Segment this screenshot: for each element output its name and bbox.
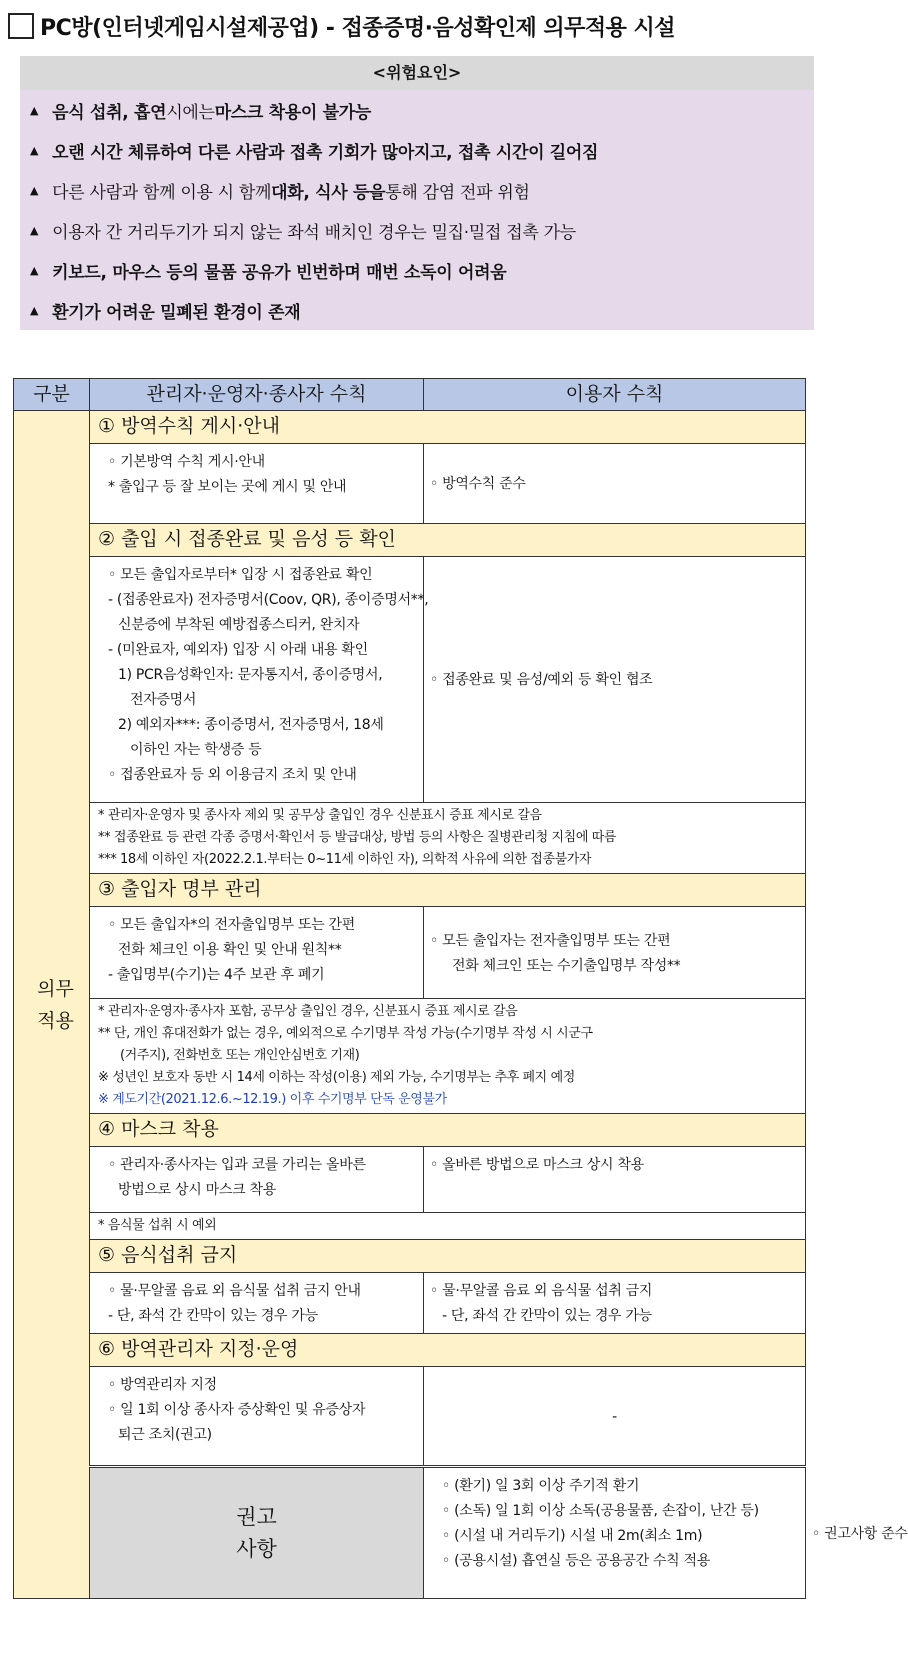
table-row xyxy=(14,1367,806,1467)
section-title: ⑤ 음식섭취 금지 xyxy=(90,1240,806,1273)
manager-cell: ◦ 모든 출입자로부터* 입장 시 접종완료 확인 - (접종완료자) 전자증명서(Coov, QR), 종이증명서**, 신분증에 부착된 예방접종스티커, 완치자 - (미완료자, 예외자) 입장 시 아래 내용 확인 1) PCR음성확인자: 문자통지서, 종이증명서, 전자증명서 2) 예외자***: 종이증명서, 전자증명서, 18세 이하인 자는 학생증 등 ◦ 접종완료자 등 외 이용금지 조치 및 안내 xyxy=(90,557,424,803)
header-manager-rules: 관리자·운영자·종사자 수칙 xyxy=(90,379,424,411)
triangle-bullet-icon: ▲ xyxy=(30,263,39,277)
title-row xyxy=(8,6,808,46)
notes-row xyxy=(14,1213,806,1240)
user-cell: ◦ 접종완료 및 음성/예외 등 확인 협조 xyxy=(424,557,806,803)
manager-cell: ◦ (환기) 일 3회 이상 주기적 환기 ◦ (소독) 일 1회 이상 소독(공용물품, 손잡이, 난간 등) ◦ (시설 내 거리두기) 시설 내 2m(최소 1m) ◦ (공용시설) 흡연실 등은 공용공간 수칙 적용 xyxy=(424,1467,806,1599)
section-title: ③ 출입자 명부 관리 xyxy=(90,874,806,907)
triangle-bullet-icon: ▲ xyxy=(30,223,39,237)
manager-cell: ◦ 기본방역 수칙 게시·안내 * 출입구 등 잘 보이는 곳에 게시 및 안내 xyxy=(90,444,424,524)
user-cell: - xyxy=(424,1367,806,1467)
manager-cell: ◦ 관리자·종사자는 입과 코를 가리는 올바른 방법으로 상시 마스크 착용 xyxy=(90,1147,424,1213)
risk-factors-list xyxy=(20,90,814,330)
section-row xyxy=(14,1334,806,1367)
risk-item: ▲ 키보드, 마우스 등의 물품 공유가 빈번하며 매번 소독이 어려움 xyxy=(30,262,507,283)
header-user-rules: 이용자 수칙 xyxy=(424,379,806,411)
section-title: ② 출입 시 접종완료 및 음성 등 확인 xyxy=(90,524,806,557)
rules-table xyxy=(13,378,908,1599)
risk-factors-box xyxy=(20,56,814,330)
manager-cell: ◦ 물·무알콜 음료 외 음식물 섭취 금지 안내 - 단, 좌석 간 칸막이 있는 경우 가능 xyxy=(90,1273,424,1334)
section-notes: * 음식물 섭취 시 예외 xyxy=(90,1213,806,1240)
risk-item: ▲ 환기가 어려운 밀폐된 환경이 존재 xyxy=(30,302,301,323)
risk-item: ▲ 오랜 시간 체류하여 다른 사람과 접촉 기회가 많아지고, 접촉 시간이 길어짐 xyxy=(30,142,599,163)
triangle-bullet-icon: ▲ xyxy=(30,183,39,197)
notes-row xyxy=(14,999,806,1114)
section-title: ⑥ 방역관리자 지정·운영 xyxy=(90,1334,806,1367)
section-notes: * 관리자·운영자 및 종사자 제외 및 공무상 출입인 경우 신분표시 증표 제시로 갈음 ** 접종완료 등 관련 각종 증명서·확인서 등 발급대상, 방법 등의 사항은 질병관리청 지침에 따름 *** 18세 이하인 자(2022.2.1.부터는 0~11세 이하인 자), 의학적 사유에 의한 접종불가자 xyxy=(90,803,806,874)
section-row xyxy=(14,1240,806,1273)
triangle-bullet-icon: ▲ xyxy=(30,143,39,157)
table-row xyxy=(14,907,806,999)
user-cell: ◦ 물·무알콜 음료 외 음식물 섭취 금지 - 단, 좌석 간 칸막이 있는 경우 가능 xyxy=(424,1273,806,1334)
table-row xyxy=(14,1147,806,1213)
manager-cell: ◦ 모든 출입자*의 전자출입명부 또는 간편 전화 체크인 이용 확인 및 안내 원칙** - 출입명부(수기)는 4주 보관 후 폐기 xyxy=(90,907,424,999)
section-row xyxy=(14,524,806,557)
triangle-bullet-icon: ▲ xyxy=(30,103,39,117)
table-row xyxy=(14,444,806,524)
section-row xyxy=(14,1114,806,1147)
section-row xyxy=(14,411,806,444)
triangle-bullet-icon: ▲ xyxy=(30,303,39,317)
header-category: 구분 xyxy=(14,379,90,411)
section-title: ① 방역수칙 게시·안내 xyxy=(90,411,806,444)
category-advisory: 권고 사항 xyxy=(90,1467,424,1599)
user-cell: ◦ 모든 출입자는 전자출입명부 또는 간편 전화 체크인 또는 수기출입명부 작성** xyxy=(424,907,806,999)
section-title: ④ 마스크 착용 xyxy=(90,1114,806,1147)
user-cell: ◦ 방역수칙 준수 xyxy=(424,444,806,524)
risk-item: ▲ 음식 섭취, 흡연 시에는 마스크 착용이 불가능 xyxy=(30,102,372,123)
section-row xyxy=(14,874,806,907)
section-notes: * 관리자·운영자·종사자 포함, 공무상 출입인 경우, 신분표시 증표 제시로 갈음 ** 단, 개인 휴대전화가 없는 경우, 예외적으로 수기명부 작성 가능(수기명부 작성 시 시군구 (거주지), 전화번호 또는 개인안심번호 기재) ※ 성년인 보호자 동반 시 14세 이하는 작성(이용) 제외 가능, 수기명부는 추후 폐지 예정 ※ 계도기간(2021.12.6.~12.19.) 이후 수기명부 단독 운영불가 xyxy=(90,999,806,1114)
table-header-row xyxy=(14,379,806,411)
notes-row xyxy=(14,803,806,874)
risk-item: ▲ 이용자 간 거리두기가 되지 않는 좌석 배치인 경우는 밀집·밀접 접촉 가능 xyxy=(30,222,576,243)
page-title: PC방(인터넷게임시설제공업) - 접종증명·음성확인제 의무적용 시설 xyxy=(40,15,676,41)
advisory-row: 권고 사항 ◦ (환기) 일 3회 이상 주기적 환기 ◦ (소독) 일 1회 이상 소독(공용물품, 손잡이, 난간 등) ◦ (시설 내 거리두기) 시설 내 2m(최소 1m) ◦ (공용시설) 흡연실 등은 공용공간 수칙 적용 ◦ 권고사항 준수 xyxy=(14,1467,806,1599)
category-mandatory: 의무 적용 xyxy=(14,411,90,1599)
user-cell: ◦ 올바른 방법으로 마스크 상시 착용 xyxy=(424,1147,806,1213)
risk-factors-header: <위험요인> xyxy=(20,56,814,90)
table-row xyxy=(14,557,806,803)
manager-cell: ◦ 방역관리자 지정 ◦ 일 1회 이상 종사자 증상확인 및 유증상자 퇴근 조치(권고) xyxy=(90,1367,424,1467)
table-row xyxy=(14,1273,806,1334)
checkbox-icon xyxy=(8,13,34,39)
risk-item: ▲ 다른 사람과 함께 이용 시 함께 대화, 식사 등을 통해 감염 전파 위험 xyxy=(30,182,530,203)
